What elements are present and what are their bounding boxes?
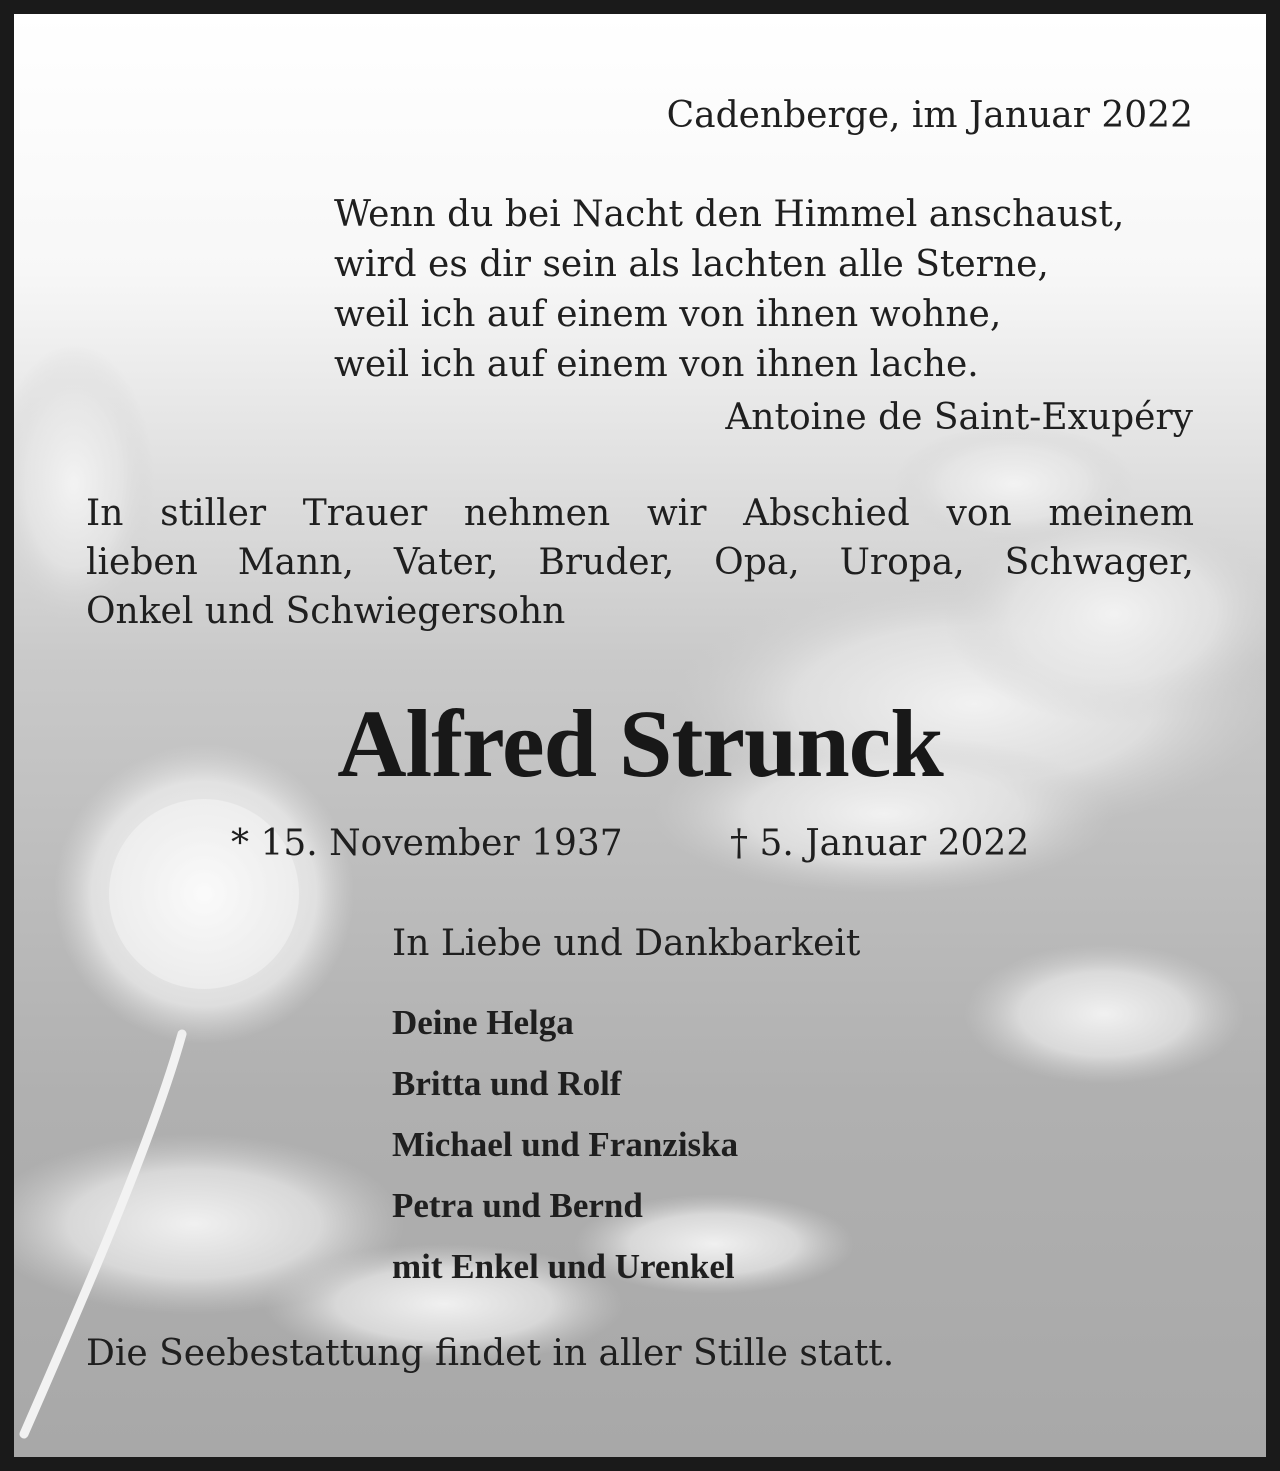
- intro-line: lieben Mann, Vater, Bruder, Opa, Uropa, Schwager,: [86, 542, 1194, 583]
- love-line: In Liebe und Dankbarkeit: [392, 923, 861, 964]
- poem-line: weil ich auf einem von ihnen lache.: [334, 344, 979, 385]
- birth-date: * 15. November 1937: [231, 823, 623, 864]
- closing-note: Die Seebestattung findet in aller Stille statt.: [86, 1333, 895, 1374]
- intro-line: In stiller Trauer nehmen wir Abschied von meinem: [86, 493, 1194, 534]
- intro-text: [86, 489, 1194, 636]
- poem-line: wird es dir sein als lachten alle Sterne,: [334, 244, 1049, 285]
- deceased-name: Alfred Strunck: [337, 690, 943, 797]
- place-date: Cadenberge, im Januar 2022: [666, 95, 1193, 136]
- poem-quote: [334, 190, 1124, 390]
- death-date: † 5. Januar 2022: [730, 823, 1030, 864]
- signer: Petra und Bernd: [392, 1186, 643, 1225]
- poem-line: weil ich auf einem von ihnen wohne,: [334, 294, 1002, 335]
- signer: mit Enkel und Urenkel: [392, 1247, 735, 1286]
- poem-author: Antoine de Saint-Exupéry: [725, 397, 1193, 438]
- signer: Deine Helga: [392, 1003, 574, 1042]
- poem-line: Wenn du bei Nacht den Himmel anschaust,: [334, 194, 1125, 235]
- signer: Michael und Franziska: [392, 1125, 739, 1164]
- signer: Britta und Rolf: [392, 1064, 622, 1103]
- signers-list: [392, 992, 738, 1297]
- intro-line: Onkel und Schwiegersohn: [86, 591, 566, 632]
